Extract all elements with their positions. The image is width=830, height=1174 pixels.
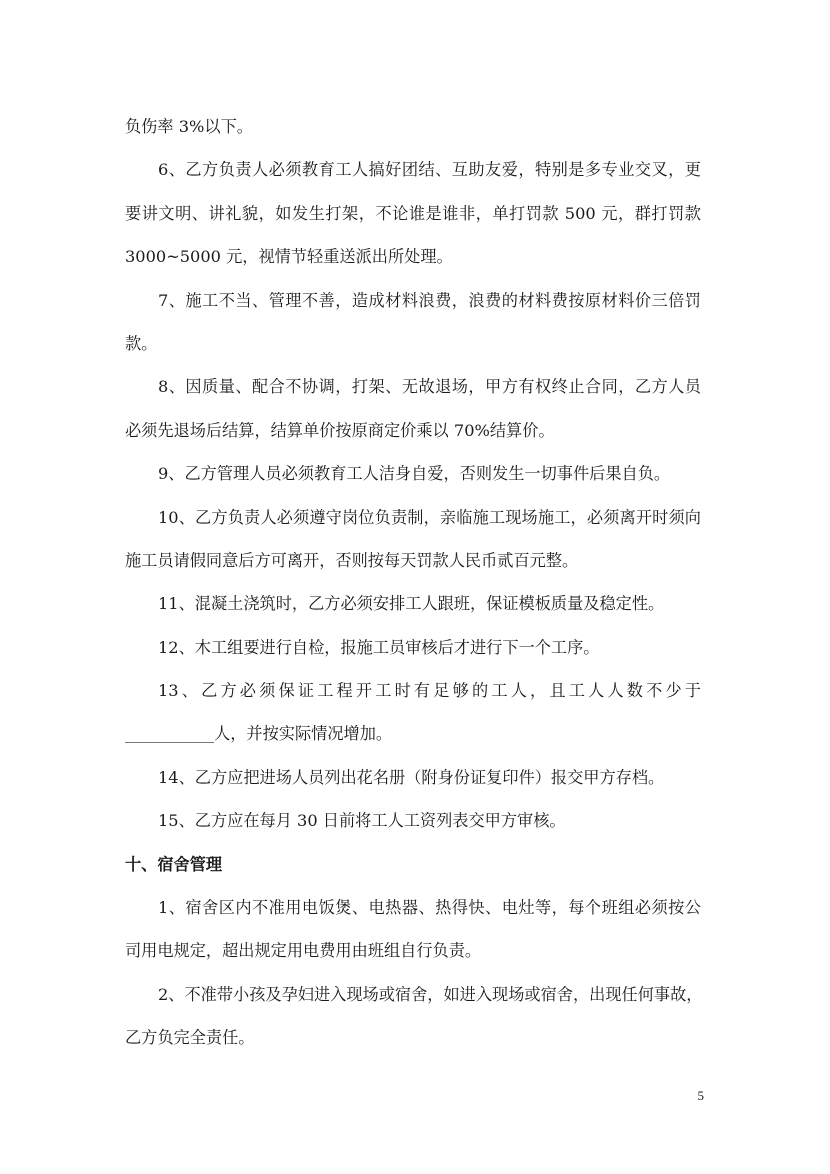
text-line: 8、因质量、配合不协调，打架、无故退场，甲方有权终止合同，乙方人员 (158, 377, 701, 397)
text-line: 乙方负完全责任。 (125, 1028, 255, 1048)
text-line: 15、乙方应在每月 30 日前将工人工资列表交甲方审核。 (158, 811, 566, 831)
text-line: 6、乙方负责人必须教育工人搞好团结、互助友爱，特别是多专业交叉，更 (158, 160, 701, 180)
paragraph (125, 459, 701, 502)
paragraph (125, 372, 701, 459)
paragraph (125, 633, 701, 676)
text-line: 10、乙方负责人必须遵守岗位负责制，亲临施工现场施工，必须离开时须向 (158, 507, 701, 527)
text-line: 必须先退场后结算，结算单价按原商定价乘以 70%结算价。 (125, 420, 555, 440)
section-heading (125, 850, 701, 893)
page-number: 5 (697, 1088, 704, 1103)
text-line: 2、不准带小孩及孕妇进入现场或宿舍，如进入现场或宿舍，出现任何事故， (158, 984, 703, 1004)
paragraph (125, 286, 701, 373)
text-line: 款。 (125, 333, 158, 353)
document-body (125, 112, 701, 1067)
paragraph (125, 155, 701, 285)
text-line: ___________人，并按实际情况增加。 (125, 724, 393, 744)
text-line: 负伤率 3%以下。 (125, 117, 253, 136)
paragraph (125, 806, 701, 849)
paragraph (125, 503, 701, 590)
paragraph (125, 112, 701, 155)
text-line: 1、宿舍区内不准用电饭煲、电热器、热得快、电灶等，每个班组必须按公 (158, 898, 701, 918)
text-line: 司用电规定，超出规定用电费用由班组自行负责。 (125, 941, 482, 961)
text-line: 3000~5000 元，视情节轻重送派出所处理。 (125, 247, 453, 267)
paragraph (125, 676, 701, 763)
text-line: 12、木工组要进行自检，报施工员审核后才进行下一个工序。 (158, 637, 600, 657)
text-line: 11、混凝土浇筑时，乙方必须安排工人跟班，保证模板质量及稳定性。 (158, 594, 665, 614)
text-line: 施工员请假同意后方可离开，否则按每天罚款人民币贰百元整。 (125, 550, 579, 570)
text-line: 9、乙方管理人员必须教育工人洁身自爱，否则发生一切事件后果自负。 (158, 464, 671, 484)
paragraph (125, 980, 701, 1067)
text-line: 14、乙方应把进场人员列出花名册（附身份证复印件）报交甲方存档。 (158, 767, 665, 787)
paragraph (125, 589, 701, 632)
text-line: 7、施工不当、管理不善，造成材料浪费，浪费的材料费按原材料价三倍罚 (158, 290, 701, 310)
paragraph (125, 763, 701, 806)
paragraph (125, 893, 701, 980)
text-line: 13、乙方必须保证工程开工时有足够的工人，且工人人数不少于 (158, 681, 701, 701)
text-line: 要讲文明、讲礼貌，如发生打架，不论谁是谁非，单打罚款 500 元，群打罚款 (125, 203, 701, 223)
text-line: 十、宿舍管理 (125, 854, 223, 874)
